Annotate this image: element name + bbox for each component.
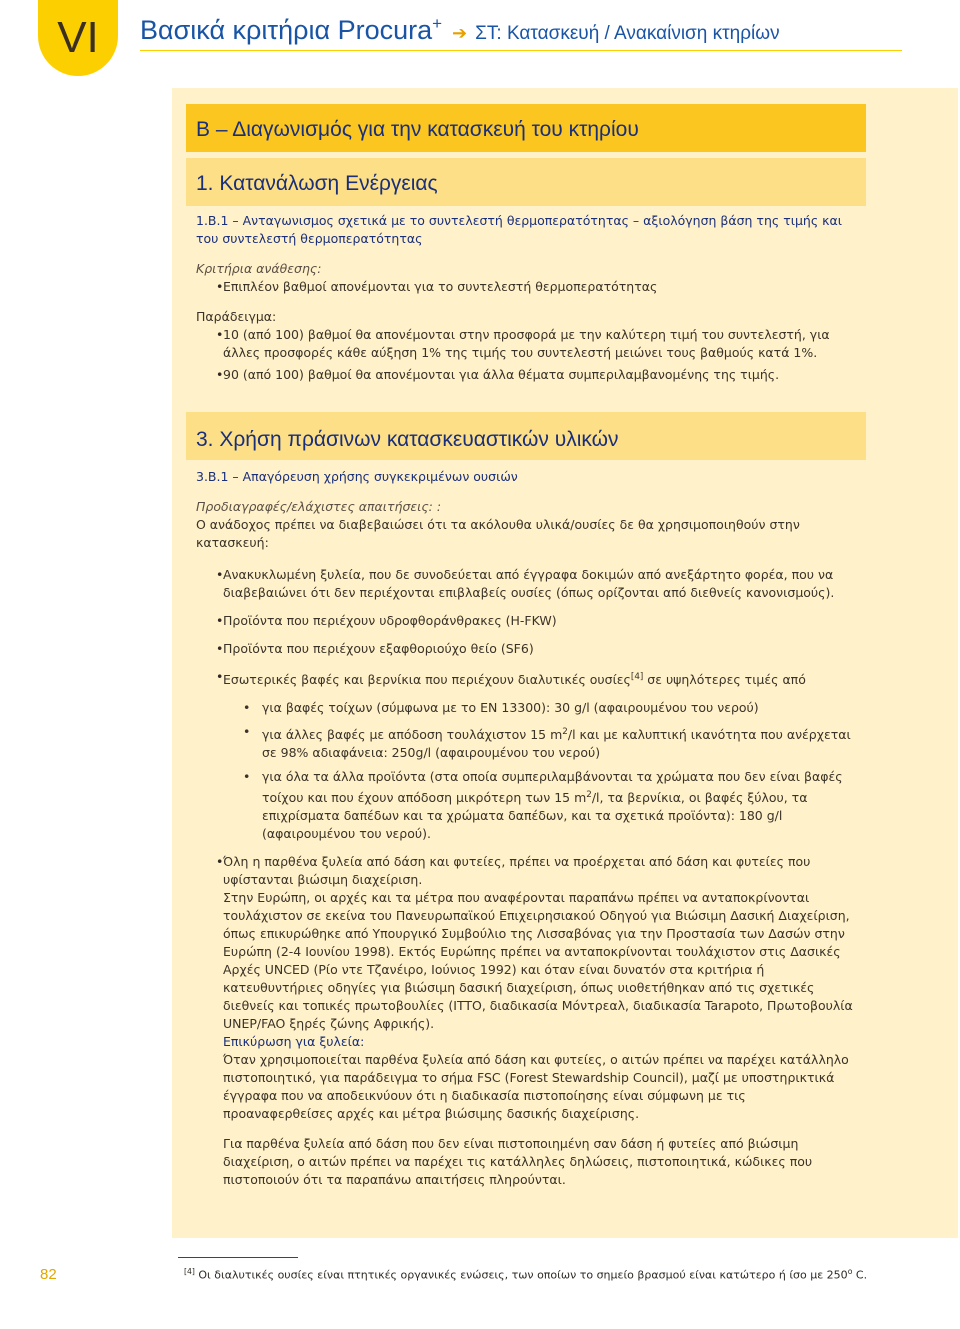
header-title-plus: + xyxy=(432,14,443,33)
paints-text: Εσωτερικές βαφές και βερνίκια που περιέχουν διαλυτικές ουσίες xyxy=(223,672,631,688)
sub-text: για άλλες βαφές με απόδοση τουλάχιστον 15 m xyxy=(262,727,563,743)
degree-sup: o xyxy=(847,1267,853,1276)
header-divider xyxy=(140,50,902,51)
footnote-divider xyxy=(178,1257,298,1258)
footnote-ref: [4] xyxy=(184,1267,195,1276)
sub-text-tail: /l και με καλυπτική ικανότητα που ανέρχεται σε 98% αδιαφάνεια: 250g/l (αφαιρουμένου του νερού) xyxy=(262,727,851,761)
verification-text-2: Για παρθένα ξυλεία από δάση που δεν είναι πιστοποιημένη σαν δάση ή φυτείες από βιώσιμη διαχείριση, ο αιτών πρέπει να παρέχει τις κατάλληλες δηλώσεις, πιστοποιητικά, κώδικες που πιστοποιούν ότι τα παραπάνω απαιτήσεις πληρούνται. xyxy=(223,1136,813,1188)
wood-text-1: • Όλη η παρθένα ξυλεία από δάση και φυτείες, πρέπει να προέρχεται από δάση και φυτείες που υφίστανται βιώσιμη διαχείριση. xyxy=(223,854,811,888)
section-1-body xyxy=(196,212,856,384)
example-list xyxy=(196,326,856,384)
list-item xyxy=(196,668,856,689)
header-subtitle: ΣΤ: Κατασκευή / Ανακαίνιση κτηρίων xyxy=(475,23,780,44)
sup: 2 xyxy=(586,790,592,801)
verification-label: Επικύρωση για ξυλεία: xyxy=(223,1034,365,1050)
header-title-text: Βασικά κριτήρια Procura xyxy=(140,15,433,45)
list-item xyxy=(196,853,856,1189)
section-1-heading: 1. Κατανάλωση Ενέργειας xyxy=(186,158,866,206)
page-header xyxy=(140,14,920,46)
list-item: • για βαφές τοίχων (σύμφωνα με το EN 13300): 30 g/l (αφαιρουμένου του νερού) xyxy=(196,699,856,717)
section-3-body xyxy=(196,468,856,1189)
wood-list xyxy=(196,853,856,1189)
criterion-title: 3.Β.1 – Απαγόρευση χρήσης συγκεκριμένων ουσιών xyxy=(196,469,518,484)
list-item: • Προϊόντα που περιέχουν υδροφθοράνθρακες (H-FKW) xyxy=(196,612,856,630)
footnote xyxy=(184,1267,867,1282)
award-criteria-label: Κριτήρια ανάθεσης: xyxy=(196,261,322,276)
paints-text-tail: σε υψηλότερες τιμές από xyxy=(643,672,806,688)
example-label: Παράδειγμα: xyxy=(196,309,277,324)
list-item: • Ανακυκλωμένη ξυλεία, που δε συνοδεύεται από έγγραφα δοκιμών από ανεξάρτητο φορέα, που να διαβεβαιώνει ότι δεν περιέχονται επιβλαβείς ουσίες (όπως ορίζονται από διεθνείς κανονισμούς). xyxy=(196,566,856,602)
list-item xyxy=(196,723,856,762)
page-number: 82 xyxy=(40,1266,57,1283)
footnote-ref: [4] xyxy=(630,672,644,682)
list-item: • 10 (από 100) βαθμοί θα απονέμονται στην προσφορά με την καλύτερη τιμή του συντελεστή, για άλλες προσφορές κάθε αύξηση 1% της τιμής του συντελεστή μειώνει τους βαθμούς κατά 1%. xyxy=(196,326,856,362)
footnote-tail: C. xyxy=(852,1268,868,1282)
header-title xyxy=(140,14,442,46)
list-item: • Προϊόντα που περιέχουν εξαφθοριούχο θείο (SF6) xyxy=(196,640,856,658)
paint-limits-list xyxy=(196,699,856,843)
section-b-heading: Β – Διαγωνισμός για την κατασκευή του κτηρίου xyxy=(186,104,866,152)
footnote-text: Οι διαλυτικές ουσίες είναι πτητικές οργανικές ενώσεις, των οποίων το σημείο βρασμού είναι κατώτερο ή ίσο με 250 xyxy=(194,1268,848,1282)
chapter-badge: VI xyxy=(38,0,118,76)
sub-text: για όλα τα άλλα προϊόντα (στα οποία συμπεριλαμβάνονται τα χρώματα που δεν είναι βαφές τοίχου και που έχουν απόδοση μικρότερη των 15 m xyxy=(262,769,843,806)
list-item: • Επιπλέον βαθμοί απονέμονται για το συντελεστή θερμοπερατότητας xyxy=(196,278,856,296)
sup: 2 xyxy=(562,727,568,738)
wood-text-2: Στην Ευρώπη, οι αρχές και τα μέτρα που αναφέρονται παραπάνω πρέπει να ανταποκρίνονται τουλάχιστον σε εκείνα του Πανευρωπαϊκού Επιχειρησιακού Οδηγού για Βιώσιμη Δασική Διαχείριση, όπως επικυρώθηκε από Υπουργικό Συμβούλιο της Λισσαβόνας για την Προστασία των Δασών στην Ευρώπη (2-4 Ιουνίου 1998). Εκτός Ευρώπης πρέπει να ανταποκρίνονται τουλάχιστον στις Δασικές Αρχές UNCED (Ρίο ντε Τζανέιρο, Ιούνιος 1992) και όταν είναι δυνατόν στα κριτήρια ή κατευθυντήριες οδηγίες για βιώσιμη δασική διαχείριση, όπως υιοθετήθηκαν από τις σχετικές διεθνείς και τοπικές πρωτοβουλίες (ITTO, διαδικασία Μόντρεαλ, διαδικασία Tarapoto, Πρωτοβουλία UNEP/FAO ξηρές ζώνης Αφρικής). xyxy=(223,890,853,1032)
verification-text-1: Όταν χρησιμοποιείται παρθένα ξυλεία από δάση και φυτείες, ο αιτών πρέπει να παρέχει κατάλληλο πιστοποιητικό, για παράδειγμα το σήμα FSC (Forest Stewardship Council), μαζί με υποστηρικτικά έγγραφα που να αποδεικνύουν ότι η διαδικασία πιστοποίησης είναι σύμφωνη με τις προαναφερθείσες αρχές και μέτρα βιώσιμης δασικής διαχείρισης. xyxy=(223,1052,849,1122)
award-criteria-list xyxy=(196,278,856,296)
sub-text-tail: /l, τα βερνίκια, οι βαφές ξύλου, τα επιχρίσματα δαπέδων και τα χρώματα δαπέδων, και τα σχετικά προϊόντα): 180 g/l (αφαιρουμένου του νερού). xyxy=(262,790,808,842)
prohibited-list xyxy=(196,566,856,689)
arrow-right-icon: ➔ xyxy=(452,23,468,43)
spec-label: Προδιαγραφές/ελάχιστες απαιτήσεις: : xyxy=(196,499,442,514)
section-3-heading: 3. Χρήση πράσινων κατασκευαστικών υλικών xyxy=(186,412,866,460)
spec-intro: Ο ανάδοχος πρέπει να διαβεβαιώσει ότι τα ακόλουθα υλικά/ουσίες δε θα χρησιμοποιηθούν στην κατασκευή: xyxy=(196,517,800,550)
list-item: • 90 (από 100) βαθμοί θα απονέμονται για άλλα θέματα συμπεριλαμβανομένης της τιμής. xyxy=(196,366,856,384)
list-item xyxy=(196,768,856,843)
criterion-title: 1.Β.1 – Ανταγωνισμος σχετικά με το συντελεστή θερμοπερατότητας – αξιολόγηση βάση της τιμής και του συντελεστή θερμοπερατότητας xyxy=(196,213,842,246)
